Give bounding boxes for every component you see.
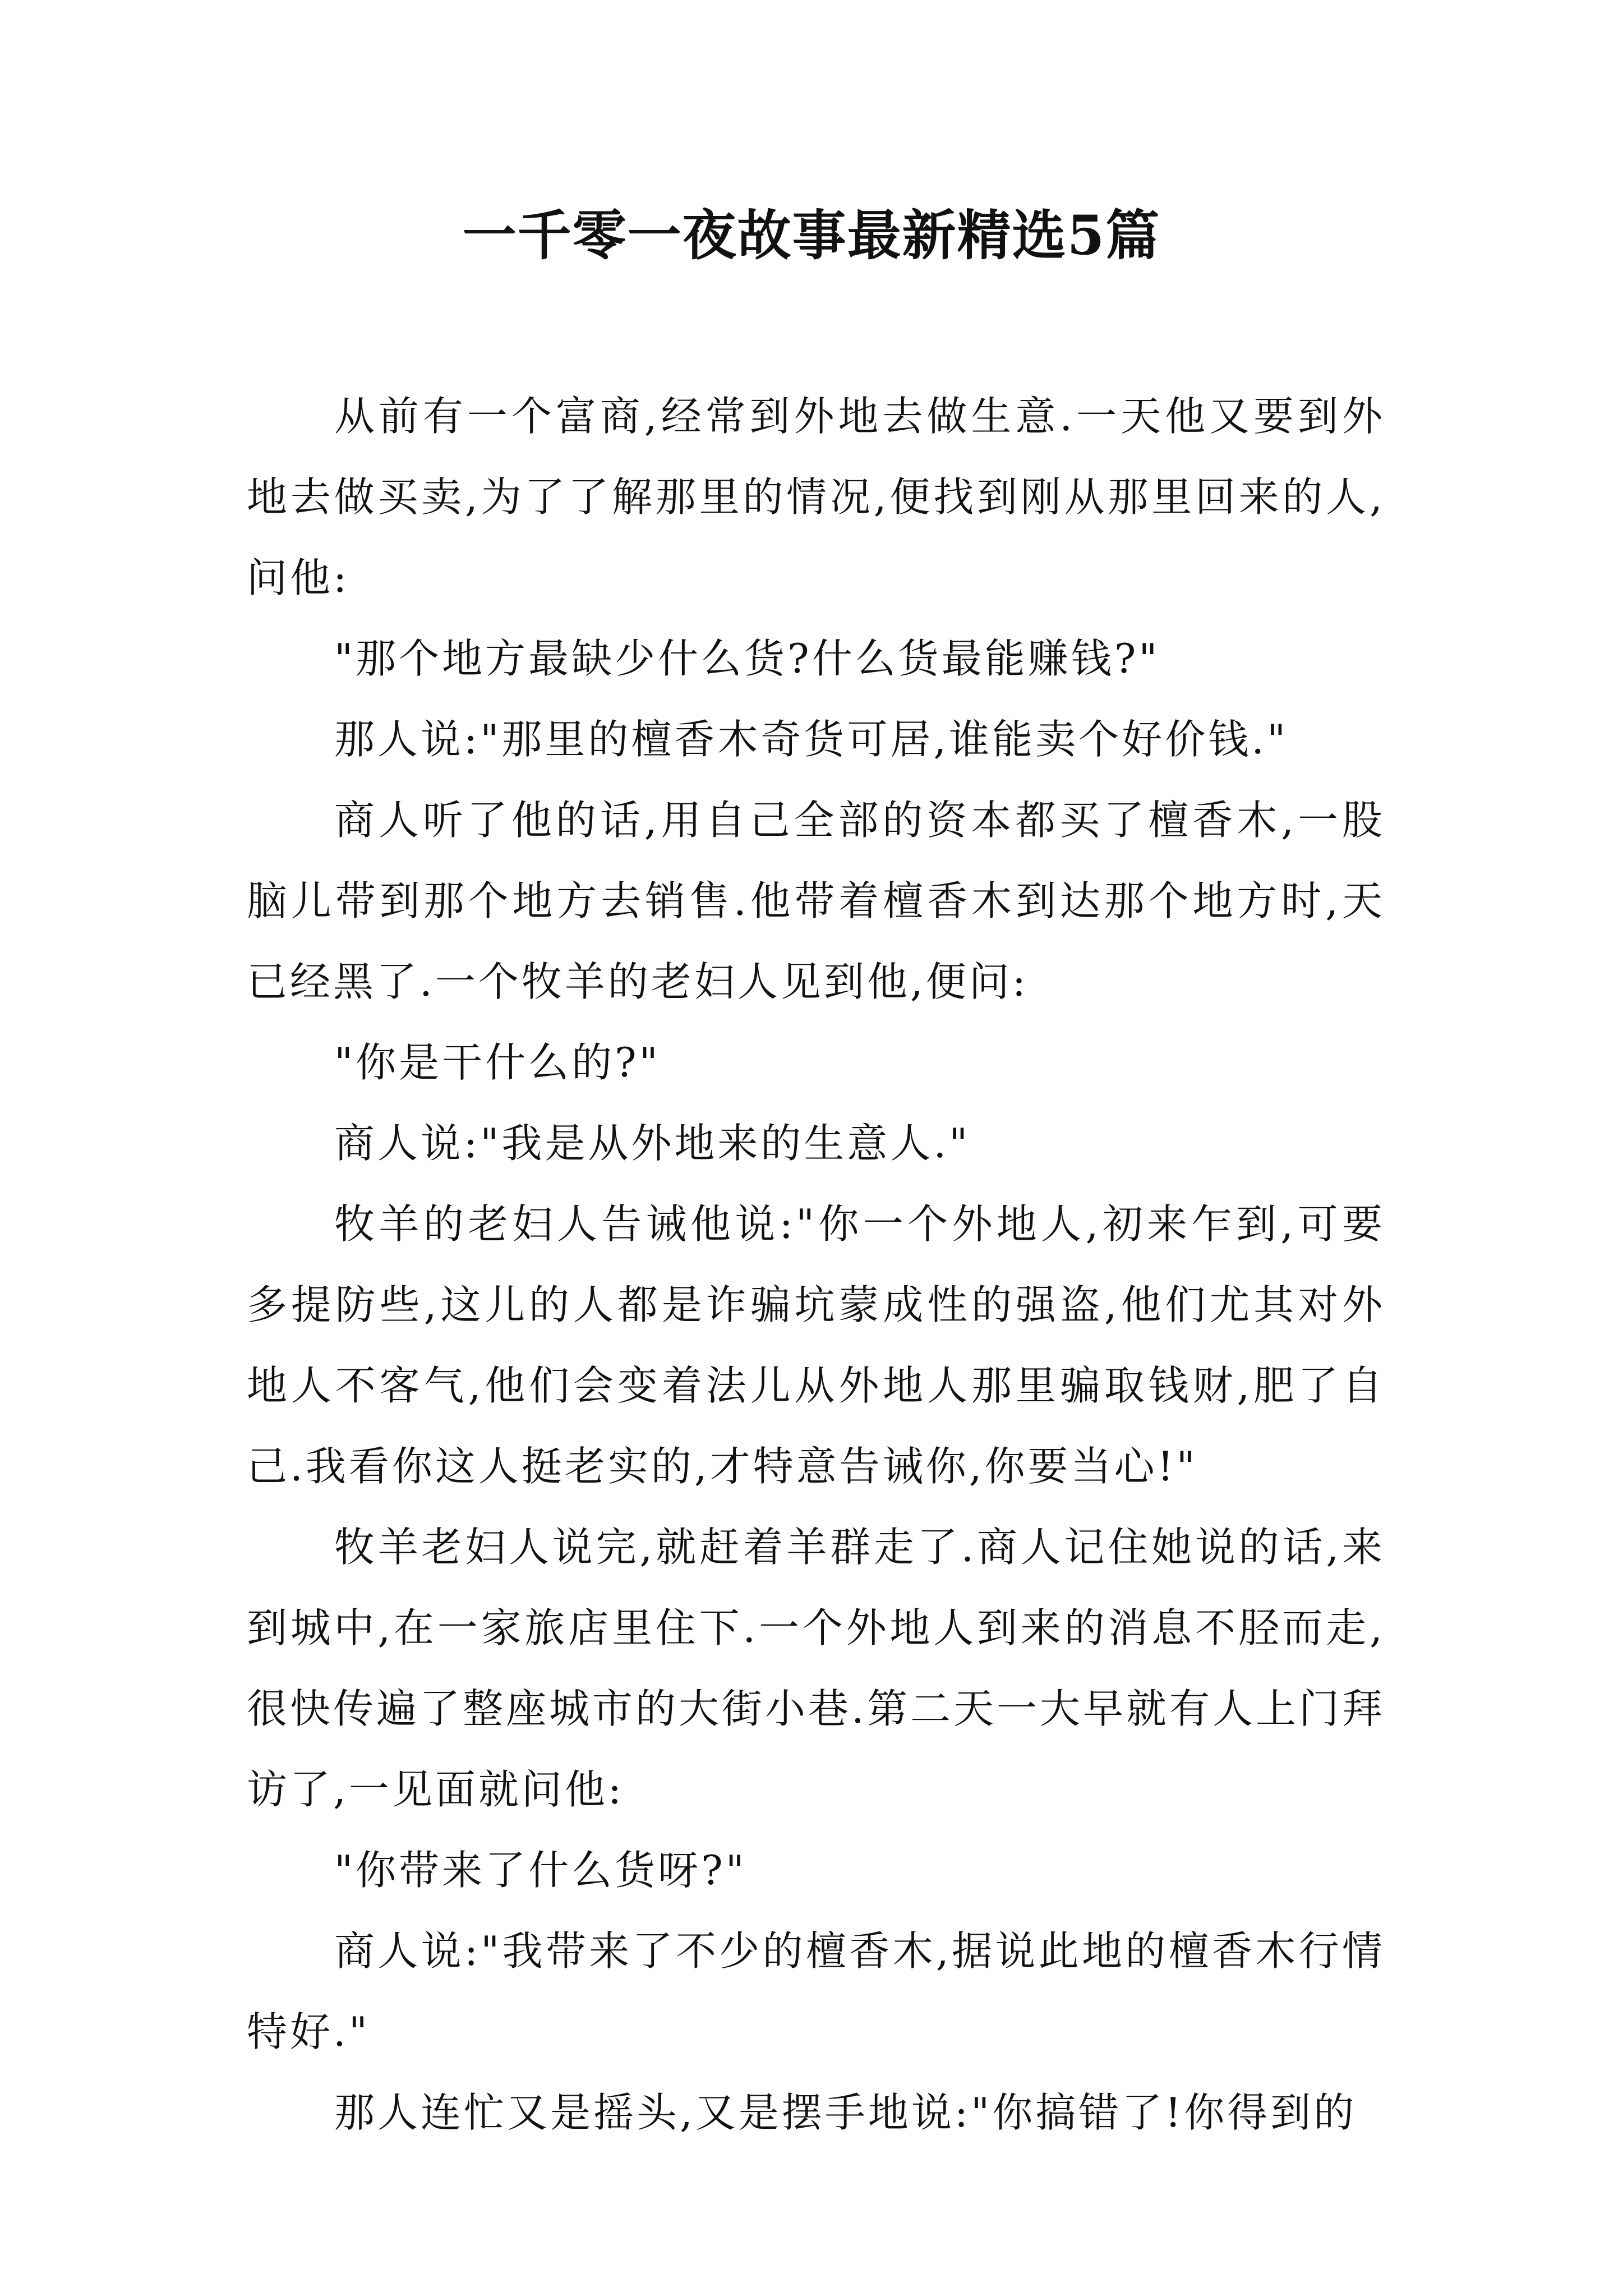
- paragraph: "那个地方最缺少什么货?什么货最能赚钱?": [334, 635, 1160, 682]
- paragraph: 那人说:"那里的檀香木奇货可居,谁能卖个好价钱.": [334, 716, 1289, 763]
- paragraph: 牧羊老妇人说完,就赶着羊群走了.商人记住她说的话,来到城中,在一家旅店里住下.一个外地人到来的消息不胫而走,很快传遍了整座城市的大街小巷.第二天一大早就有人上门拜访了,一见面就问他:: [247, 1524, 1385, 1813]
- paragraph: 那人连忙又是摇头,又是摆手地说:"你搞错了!你得到的: [334, 2089, 1357, 2136]
- paragraph: "你带来了什么货呀?": [334, 1847, 747, 1894]
- paragraph: "你是干什么的?": [334, 1039, 661, 1086]
- paragraph: 从前有一个富商,经常到外地去做生意.一天他又要到外地去做买卖,为了了解那里的情况,便找到刚从那里回来的人,问他:: [247, 393, 1385, 601]
- document-title: 一千零一夜故事最新精选5篇: [462, 204, 1161, 267]
- paragraph: 商人说:"我带来了不少的檀香木,据说此地的檀香木行情特好.": [247, 1927, 1385, 2055]
- paragraph: 牧羊的老妇人告诫他说:"你一个外地人,初来乍到,可要多提防些,这儿的人都是诈骗坑蒙成性的强盗,他们尤其对外地人不客气,他们会变着法儿从外地人那里骗取钱财,肥了自己.我看你这人挺老实的,才特意告诫你,你要当心!": [247, 1200, 1385, 1490]
- paragraph: 商人听了他的话,用自己全部的资本都买了檀香木,一股脑儿带到那个地方去销售.他带着檀香木到达那个地方时,天已经黑了.一个牧羊的老妇人见到他,便问:: [247, 797, 1385, 1005]
- paragraph: 商人说:"我是从外地来的生意人.": [334, 1120, 971, 1167]
- document-body: [247, 376, 1385, 2153]
